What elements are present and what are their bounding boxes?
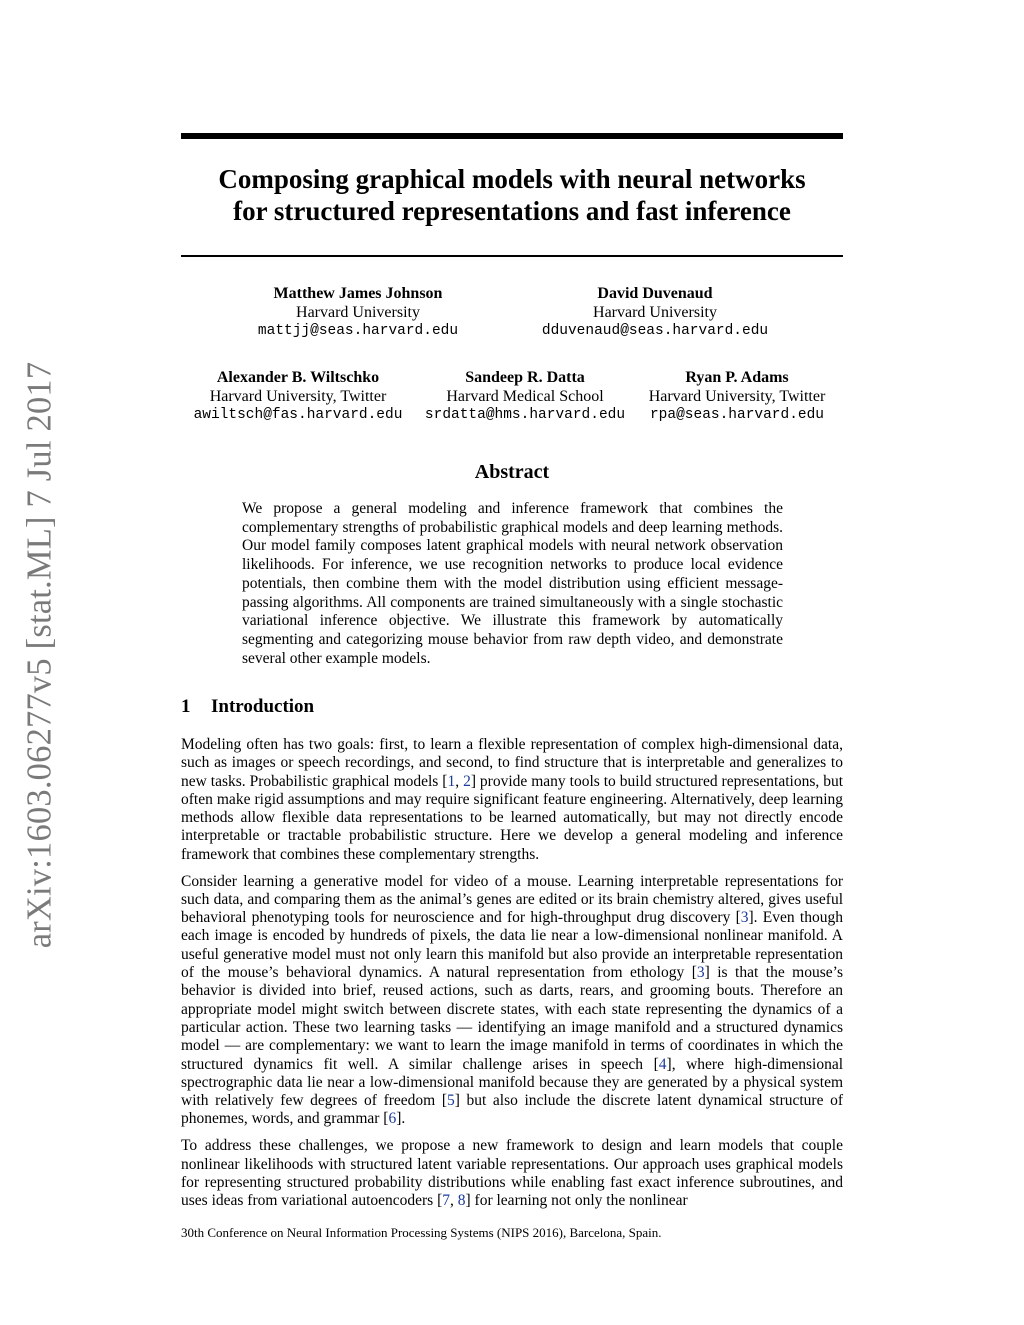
text-run: ] but also include the discrete latent dynamical structure of phonemes, words, and grammar [ (181, 1092, 843, 1128)
author-email[interactable]: mattjj@seas.harvard.edu (257, 323, 459, 339)
title-rule-top (181, 133, 843, 139)
title-line-1: Composing graphical models with neural networks (218, 164, 806, 194)
introduction-body (181, 736, 843, 1219)
citation-link[interactable]: 7 (442, 1192, 451, 1210)
author-block (230, 284, 486, 341)
section-heading (181, 696, 314, 718)
text-run: ] for learning not only the nonlinear (465, 1192, 688, 1210)
author-block (414, 368, 636, 425)
section-number: 1 (181, 696, 191, 717)
author-block (636, 368, 838, 425)
text-run: ], where high-dimensional spectrographic data lie near a low-dimensional manifold because they are generated by a physical system with relatively few degrees of freedom [ (181, 1055, 844, 1110)
author-affiliation: Harvard University (296, 304, 420, 321)
text-run: ] is that the mouse’s behavior is divided into brief, reused actions, such as darts, rears, and grooming bouts. Therefore an appropriate model might switch between discrete states, with each state representing the dynamics of a particular action. These two learning tasks — identifying an image manifold and a structured dynamics model — are complementary: we want to learn the image manifold in terms of coordinates in which the structured dynamics fit well. A similar challenge arises in speech [ (181, 964, 843, 1073)
citation-link[interactable]: 5 (446, 1092, 455, 1110)
author-email[interactable]: srdatta@hms.harvard.edu (424, 407, 626, 423)
citation-link[interactable]: 6 (388, 1110, 397, 1128)
text-run: Consider learning a generative model for video of a mouse. Learning interpretable representations for such data, and comparing them as the animal’s genes are edited or its brain chemistry altered, gives useful behavioral phenotyping tools for neuroscience and for high-throughput drug discovery [ (181, 872, 843, 927)
text-run: , (450, 1192, 458, 1210)
citation-link[interactable]: 4 (658, 1055, 667, 1073)
citation-link[interactable]: 2 (463, 772, 471, 790)
author-name: Ryan P. Adams (685, 369, 789, 386)
title-line-2: for structured representations and fast inference (233, 196, 791, 226)
section-title: Introduction (211, 696, 315, 717)
author-affiliation: Harvard University (593, 304, 717, 321)
text-run: Modeling often has two goals: first, to learn a flexible representation of complex high-dimensional data, such as images or speech recordings, and second, to find structure that is interpretable and generalizes to new tasks. Probabilistic graphical models [ (181, 736, 843, 790)
author-block (183, 368, 413, 425)
arxiv-margin-identifier: arXiv:1603.06277v5 [stat.ML] 7 Jul 2017 (20, 361, 59, 949)
title-rule-bottom (181, 255, 843, 257)
author-email[interactable]: rpa@seas.harvard.edu (649, 407, 825, 423)
conference-footnote: 30th Conference on Neural Information Processing Systems (NIPS 2016), Barcelona, Spain. (181, 1225, 662, 1240)
citation-link[interactable]: 3 (696, 964, 705, 982)
text-run: , (455, 772, 464, 790)
author-email[interactable]: awiltsch@fas.harvard.edu (193, 407, 403, 423)
author-affiliation: Harvard Medical School (446, 388, 604, 405)
citation-link[interactable]: 3 (740, 909, 749, 927)
text-run: ]. Even though each image is encoded by hundreds of pixels, the data lie near a low-dimensional nonlinear manifold. A useful generative model must not only learn this manifold but also provide an interpretable representation of the mouse’s behavioral dynamics. A natural representation from ethology [ (181, 909, 843, 982)
citation-link[interactable]: 1 (447, 772, 456, 790)
paragraph (181, 1137, 843, 1210)
paper-title (181, 163, 843, 227)
text-run: To address these challenges, we propose a new framework to design and learn models that couple nonlinear likelihoods with structured latent variable representations. Our approach uses graphical models for representing structured probability distributions while enabling fast exact inference subroutines, and uses ideas from variational autoencoders [ (181, 1137, 843, 1210)
author-name: Matthew James Johnson (273, 285, 443, 302)
author-name: Sandeep R. Datta (465, 369, 585, 386)
text-run: ] provide many tools to build structured representations, but often make rigid assumptions and may require significant feature engineering. Alternatively, deep learning methods allow flexible data representations to be learned automatically, but may not directly encode interpretable or tractable probabilistic structure. Here we develop a general modeling and inference framework that combines these complementary strengths. (181, 772, 844, 863)
paragraph (181, 736, 843, 864)
text-run: ]. (396, 1110, 406, 1128)
author-email[interactable]: dduvenaud@seas.harvard.edu (541, 323, 769, 339)
author-name: David Duvenaud (597, 285, 713, 302)
author-block (520, 284, 790, 341)
author-affiliation: Harvard University, Twitter (648, 388, 826, 405)
author-affiliation: Harvard University, Twitter (209, 388, 387, 405)
citation-link[interactable]: 8 (457, 1192, 466, 1210)
author-name: Alexander B. Wiltschko (216, 369, 380, 386)
abstract-heading: Abstract (474, 461, 550, 483)
paragraph (181, 873, 843, 1129)
abstract-text: We propose a general modeling and inference framework that combines the complementary strengths of probabilistic graphical models and deep learning methods. Our model family composes latent graphical models with neural network observation likelihoods. For inference, we use recognition networks to produce local evidence potentials, then combine them with the model distribution using efficient message-passing algorithms. All components are trained simultaneously with a single stochastic variational inference objective. We illustrate this framework by automatically segmenting and categorizing mouse behavior from raw depth video, and demonstrate several other example models. (242, 500, 783, 667)
